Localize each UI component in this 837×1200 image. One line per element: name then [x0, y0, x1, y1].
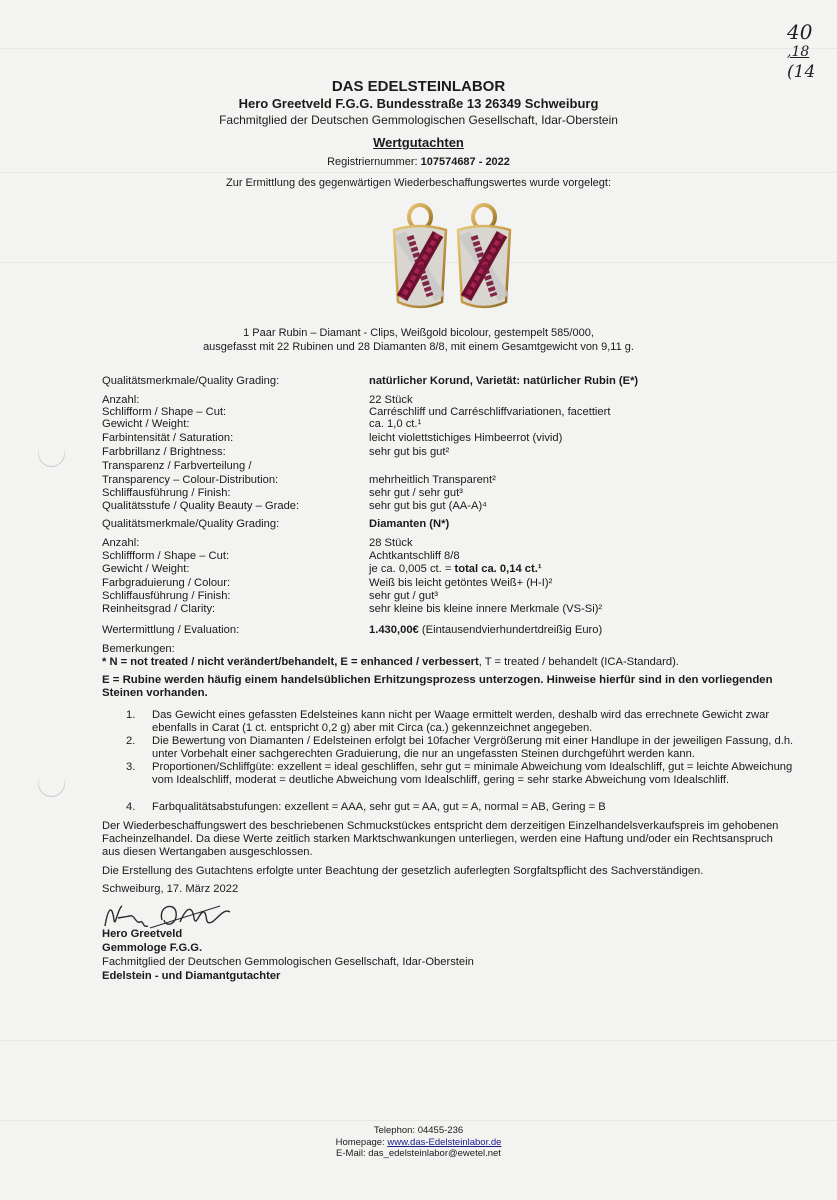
place-date: Schweiburg, 17. März 2022: [102, 883, 239, 895]
footnote-number: 4.: [126, 801, 136, 813]
lab-membership: Fachmitglied der Deutschen Gemmologischen Gesellschaft, Idar-Oberstein: [219, 113, 618, 127]
homepage-link[interactable]: www.das-Edelsteinlabor.de: [387, 1136, 502, 1148]
footer-homepage-label: Homepage:: [335, 1136, 388, 1148]
ruby-heating-note: E = Rubine werden häufig einem handelsüblichen Erhitzungsprozess unterzogen. Hinweise hierfür sind in den vorliegenden Steinen vorhanden.: [102, 674, 773, 699]
diligence-paragraph: Die Erstellung des Gutachtens erfolgte unter Beachtung der gesetzlich auferlegten Sorgfaltspflicht des Sachverständigen.: [102, 865, 704, 877]
lab-address: Hero Greetveld F.G.G. Bundesstraße 13 26349 Schweiburg: [238, 96, 599, 111]
ruby-value: sehr gut / sehr gut³: [369, 487, 463, 499]
ruby-value: ca. 1,0 ct.¹: [369, 418, 422, 430]
item-desc-line1: 1 Paar Rubin – Diamant - Clips, Weißgold bicolour, gestempelt 585/000,: [243, 327, 594, 339]
ruby-label: Anzahl:: [102, 394, 140, 406]
diamond-label: Schliffausführung / Finish:: [102, 590, 231, 602]
corner-note-line3: (14: [787, 62, 816, 82]
corner-note-line2: ,18: [787, 44, 810, 60]
corner-handwritten-note: [787, 22, 815, 82]
punch-hole-mark: [32, 764, 70, 802]
ruby-label: Schliffausführung / Finish:: [102, 487, 231, 499]
footer-homepage: [0, 1137, 837, 1149]
ruby-label: Gewicht / Weight:: [102, 418, 190, 430]
diamond-value: sehr kleine bis kleine innere Merkmale (VS-Si)²: [369, 603, 603, 615]
diamond-label: Schliffform / Shape – Cut:: [102, 550, 230, 562]
footer-email[interactable]: E-Mail: das_edelsteinlabor@ewetel.net: [336, 1148, 501, 1159]
ruby-label: Transparency – Colour-Distribution:: [102, 474, 279, 486]
diamond-weight-total: total ca. 0,14 ct.¹: [454, 563, 542, 575]
diamond-value: Achtkantschliff 8/8: [369, 550, 460, 562]
registration-label: Registriernummer:: [327, 156, 418, 168]
diamond-value: Weiß bis leicht getöntes Weiß+ (H-I)²: [369, 577, 553, 589]
ruby-value: 22 Stück: [369, 394, 413, 406]
item-desc-line2: ausgefasst mit 22 Rubinen und 28 Diamanten 8/8, mit einem Gesamtgewicht von 9,11 g.: [203, 341, 634, 353]
treatment-n: * N = not treated / nicht verändert/behandelt: [102, 656, 335, 668]
footnote-number: 2.: [126, 735, 136, 747]
footnote-text: Proportionen/Schliffgüte: exzellent = ideal geschliffen, sehr gut = minimale Abweichung vom Idealschliff, gut = leichte Abweichung vom Idealschliff, moderat = deutliche Abweichung vom Idealschliff, gering = sehr starke Abweichung vom Idealschliff.: [152, 761, 793, 786]
diamond-grading-value: Diamanten (N*): [369, 518, 450, 530]
ruby-value: mehrheitlich Transparent²: [369, 474, 496, 486]
diamond-grading-label: Qualitätsmerkmale/Quality Grading:: [102, 518, 280, 530]
ruby-label: Farbbrillanz / Brightness:: [102, 446, 226, 458]
ruby-grading-value: natürlicher Korund, Varietät: natürlicher Rubin (E*): [369, 375, 639, 387]
right-earring: [458, 205, 510, 307]
diamond-label: Anzahl:: [102, 537, 140, 549]
footnote-number: 1.: [126, 709, 136, 721]
ruby-label: Transparenz / Farbverteilung /: [102, 460, 252, 472]
diamond-value: 28 Stück: [369, 537, 413, 549]
footnote-text: Die Bewertung von Diamanten / Edelsteinen erfolgt bei 10facher Vergrößerung mit einer Handlupe in der jeweiligen Fassung, d.h. unter Vorbehalt einer sachgerechten Graduierung, die nur an ungefassten Steinen durchgeführt werden kann.: [152, 735, 794, 760]
diamond-label: Gewicht / Weight:: [102, 563, 190, 575]
evaluation-amount: 1.430,00€: [369, 624, 419, 636]
liability-paragraph: Der Wiederbeschaffungswert des beschriebenen Schmuckstückes entspricht dem derzeitigen Einzelhandelsverkaufspreis im gehobenen Facheinzelhandel. Da diese Werte zeitlich starken Marktschwankungen unterliegen, werden eine Haftung und/oder ein Rechtsanspruch aus diesen Wertangaben ausgeschlossen.: [102, 820, 779, 858]
footnote-number: 3.: [126, 761, 136, 773]
registration: [0, 156, 837, 168]
signer-membership: Fachmitglied der Deutschen Gemmologischen Gesellschaft, Idar-Oberstein: [102, 956, 474, 968]
lab-name: DAS EDELSTEINLABOR: [331, 78, 506, 95]
earrings-photo: [386, 202, 520, 314]
ruby-label: Qualitätsstufe / Quality Beauty – Grade:: [102, 500, 300, 512]
remarks-title: Bemerkungen:: [102, 643, 175, 655]
ruby-label: Schlifform / Shape – Cut:: [102, 406, 227, 418]
footnote-text: Farbqualitätsabstufungen: exzellent = AAA, sehr gut = AA, gut = A, normal = AB, Gering = B: [152, 801, 606, 813]
punch-hole-mark: [32, 434, 70, 472]
left-earring: [394, 205, 446, 307]
footer-contact: [0, 1125, 837, 1160]
evaluation-label: Wertermittlung / Evaluation:: [102, 624, 240, 636]
footnote-text: Das Gewicht eines gefassten Edelsteines kann nicht per Waage ermittelt werden, deshalb wird das errechnete Gewicht zwar ebenfalls in Carat (1 ct. entspricht 0,2 g) aber mit Circa (ca.) gekennzeichnet angegeben.: [152, 709, 770, 734]
ruby-value: Carréschliff und Carréschliffvariationen, facettiert: [369, 406, 611, 418]
treatment-legend: [102, 656, 679, 668]
diamond-weight-value: [369, 563, 542, 575]
ruby-value: sehr gut bis gut²: [369, 446, 450, 458]
evaluation-amount-words: (Eintausendvierhundertdreißig Euro): [421, 624, 603, 636]
diamond-value: sehr gut / gut³: [369, 590, 439, 602]
footer-phone: Telephon: 04455-236: [373, 1125, 464, 1136]
diamond-label: Farbgraduierung / Colour:: [102, 577, 231, 589]
signer-title: Gemmologe F.G.G.: [102, 942, 203, 954]
treatment-t: , T = treated / behandelt (ICA-Standard).: [478, 656, 679, 668]
ruby-value: leicht violettstichiges Himbeerrot (vivid): [369, 432, 563, 444]
diamond-weight-each: je ca. 0,005 ct. =: [369, 563, 455, 575]
treatment-e: , E = enhanced / verbessert: [334, 656, 479, 668]
registration-number: 107574687 - 2022: [420, 156, 510, 168]
doc-title: Wertgutachten: [373, 135, 464, 150]
ruby-grading-label: Qualitätsmerkmale/Quality Grading:: [102, 375, 280, 387]
evaluation-value: [369, 624, 602, 636]
diamond-label: Reinheitsgrad / Clarity:: [102, 603, 216, 615]
signer-name: Hero Greetveld: [102, 928, 183, 940]
corner-note-line1: 40: [787, 20, 813, 44]
ruby-value: sehr gut bis gut (AA-A)⁴: [369, 500, 487, 512]
ruby-label: Farbintensität / Saturation:: [102, 432, 234, 444]
intro-text: Zur Ermittlung des gegenwärtigen Wiederbeschaffungswertes wurde vorgelegt:: [226, 177, 611, 189]
signer-role: Edelstein - und Diamantgutachter: [102, 970, 281, 982]
